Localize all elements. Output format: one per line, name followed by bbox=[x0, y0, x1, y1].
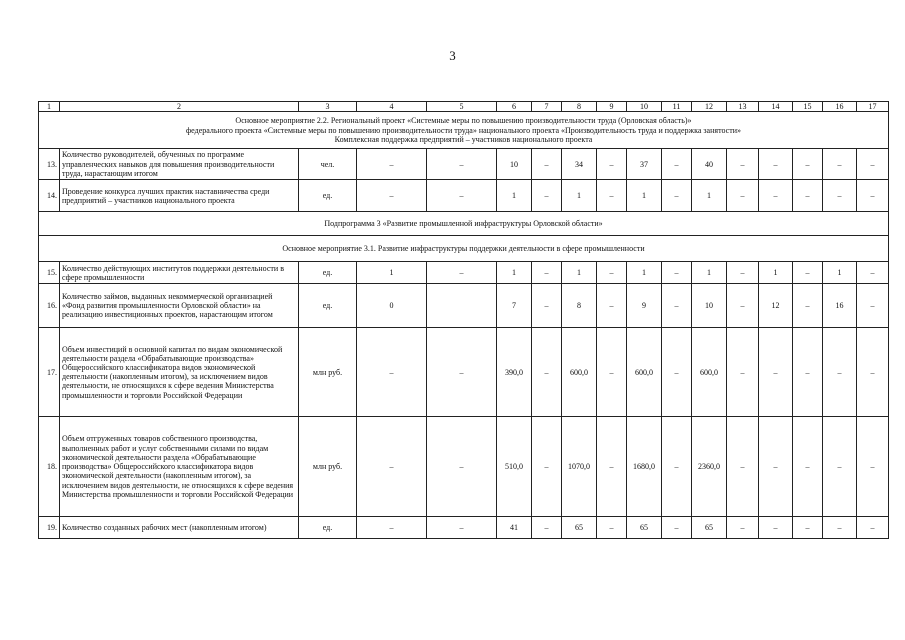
value-cell: 37 bbox=[627, 149, 662, 180]
col-header: 9 bbox=[597, 102, 627, 112]
value-cell: – bbox=[597, 328, 627, 417]
unit-cell: ед. bbox=[299, 180, 357, 212]
value-cell: – bbox=[357, 517, 427, 539]
value-cell: – bbox=[427, 149, 497, 180]
value-cell: – bbox=[662, 328, 692, 417]
value-cell: – bbox=[662, 262, 692, 284]
value-cell: – bbox=[759, 517, 793, 539]
value-cell: – bbox=[532, 180, 562, 212]
value-cell: 41 bbox=[497, 517, 532, 539]
value-cell: 7 bbox=[497, 284, 532, 328]
value-cell: – bbox=[427, 328, 497, 417]
indicator-name: Объем инвестиций в основной капитал по видам экономической деятельности раздела «Обрабатывающие производства» Общероссийского классификатора видов экономической деятельности (накопленным итогом), за исключением видов деятельности, не относящихся к сфере ведения Министерства промышленности и торговли Российской Федерации bbox=[60, 328, 299, 417]
value-cell: 65 bbox=[627, 517, 662, 539]
value-cell bbox=[427, 284, 497, 328]
value-cell: 1 bbox=[497, 262, 532, 284]
section-3-1-title: Основное мероприятие 3.1. Развитие инфраструктуры поддержки деятельности в сфере промышленности bbox=[39, 236, 889, 262]
value-cell: – bbox=[357, 328, 427, 417]
value-cell: – bbox=[532, 328, 562, 417]
value-cell: 65 bbox=[562, 517, 597, 539]
value-cell: 16 bbox=[823, 284, 857, 328]
value-cell: – bbox=[857, 262, 889, 284]
col-header: 1 bbox=[39, 102, 60, 112]
value-cell: – bbox=[427, 517, 497, 539]
table-row bbox=[39, 328, 889, 417]
value-cell: – bbox=[759, 149, 793, 180]
value-cell: – bbox=[727, 328, 759, 417]
row-number: 17. bbox=[39, 328, 60, 417]
value-cell: – bbox=[793, 284, 823, 328]
value-cell: – bbox=[727, 517, 759, 539]
value-cell: – bbox=[823, 149, 857, 180]
value-cell: – bbox=[857, 180, 889, 212]
indicator-name: Количество созданных рабочих мест (накопленным итогом) bbox=[60, 517, 299, 539]
value-cell: – bbox=[727, 417, 759, 517]
col-header: 3 bbox=[299, 102, 357, 112]
value-cell: – bbox=[857, 328, 889, 417]
unit-cell: млн руб. bbox=[299, 328, 357, 417]
value-cell: 1 bbox=[562, 180, 597, 212]
value-cell: – bbox=[793, 517, 823, 539]
value-cell: 1 bbox=[497, 180, 532, 212]
value-cell: – bbox=[597, 149, 627, 180]
table-row bbox=[39, 517, 889, 539]
indicator-name: Проведение конкурса лучших практик наставничества среди предприятий – участников национального проекта bbox=[60, 180, 299, 212]
row-number: 16. bbox=[39, 284, 60, 328]
value-cell: – bbox=[857, 284, 889, 328]
indicators-table bbox=[38, 101, 889, 539]
value-cell: – bbox=[727, 180, 759, 212]
value-cell: 1 bbox=[562, 262, 597, 284]
value-cell: – bbox=[427, 262, 497, 284]
value-cell: – bbox=[823, 180, 857, 212]
value-cell: 10 bbox=[692, 284, 727, 328]
value-cell: – bbox=[427, 180, 497, 212]
col-header: 6 bbox=[497, 102, 532, 112]
value-cell: – bbox=[662, 149, 692, 180]
value-cell: – bbox=[727, 149, 759, 180]
value-cell: 1 bbox=[627, 180, 662, 212]
value-cell: – bbox=[662, 417, 692, 517]
value-cell: – bbox=[823, 417, 857, 517]
value-cell: 510,0 bbox=[497, 417, 532, 517]
subprogram-3-title: Подпрограмма 3 «Развитие промышленной инфраструктуры Орловской области» bbox=[39, 212, 889, 236]
row-number: 19. bbox=[39, 517, 60, 539]
value-cell: 1 bbox=[627, 262, 662, 284]
value-cell: – bbox=[759, 180, 793, 212]
value-cell: – bbox=[857, 517, 889, 539]
value-cell: – bbox=[357, 417, 427, 517]
col-header: 8 bbox=[562, 102, 597, 112]
value-cell: – bbox=[793, 180, 823, 212]
unit-cell: ед. bbox=[299, 517, 357, 539]
table-row bbox=[39, 180, 889, 212]
col-header: 11 bbox=[662, 102, 692, 112]
value-cell: 9 bbox=[627, 284, 662, 328]
value-cell: 1680,0 bbox=[627, 417, 662, 517]
value-cell: 34 bbox=[562, 149, 597, 180]
value-cell: 1 bbox=[823, 262, 857, 284]
table-row bbox=[39, 149, 889, 180]
value-cell: – bbox=[532, 149, 562, 180]
value-cell: 8 bbox=[562, 284, 597, 328]
value-cell: – bbox=[597, 517, 627, 539]
col-header: 15 bbox=[793, 102, 823, 112]
unit-cell: чел. bbox=[299, 149, 357, 180]
unit-cell: ед. bbox=[299, 262, 357, 284]
col-header: 13 bbox=[727, 102, 759, 112]
col-header: 12 bbox=[692, 102, 727, 112]
col-header: 17 bbox=[857, 102, 889, 112]
value-cell: – bbox=[823, 517, 857, 539]
value-cell: – bbox=[857, 149, 889, 180]
value-cell: 390,0 bbox=[497, 328, 532, 417]
value-cell: – bbox=[597, 284, 627, 328]
value-cell: – bbox=[727, 284, 759, 328]
col-header: 5 bbox=[427, 102, 497, 112]
value-cell: – bbox=[793, 149, 823, 180]
table-row bbox=[39, 417, 889, 517]
col-header: 4 bbox=[357, 102, 427, 112]
value-cell: 600,0 bbox=[562, 328, 597, 417]
indicator-name: Объем отгруженных товаров собственного производства, выполненных работ и услуг собственными силами по видам экономической деятельности раздела «Обрабатывающие производства» Общероссийского классификатора видов экономической деятельности (накопленным итогом), за исключением видов деятельности, не относящихся к сфере ведения Министерства промышленности и торговли Российской Федерации bbox=[60, 417, 299, 517]
value-cell: – bbox=[823, 328, 857, 417]
value-cell: – bbox=[727, 262, 759, 284]
value-cell: – bbox=[857, 417, 889, 517]
value-cell: 10 bbox=[497, 149, 532, 180]
page-number: 3 bbox=[449, 48, 456, 63]
indicator-name: Количество займов, выданных некоммерческой организацией «Фонд развития промышленности Орловской области» на реализацию инвестиционных проектов, нарастающим итогом bbox=[60, 284, 299, 328]
section-row bbox=[39, 236, 889, 262]
value-cell: – bbox=[662, 180, 692, 212]
unit-cell: млн руб. bbox=[299, 417, 357, 517]
unit-cell: ед. bbox=[299, 284, 357, 328]
col-header: 10 bbox=[627, 102, 662, 112]
indicator-name: Количество действующих институтов поддержки деятельности в сфере промышленности bbox=[60, 262, 299, 284]
row-number: 18. bbox=[39, 417, 60, 517]
value-cell: 2360,0 bbox=[692, 417, 727, 517]
value-cell: – bbox=[793, 328, 823, 417]
table-row bbox=[39, 262, 889, 284]
value-cell: – bbox=[793, 262, 823, 284]
row-number: 13. bbox=[39, 149, 60, 180]
value-cell: 40 bbox=[692, 149, 727, 180]
value-cell: 0 bbox=[357, 284, 427, 328]
value-cell: – bbox=[532, 517, 562, 539]
value-cell: – bbox=[759, 328, 793, 417]
value-cell: 1 bbox=[759, 262, 793, 284]
value-cell: 600,0 bbox=[692, 328, 727, 417]
row-number: 15. bbox=[39, 262, 60, 284]
value-cell: 600,0 bbox=[627, 328, 662, 417]
value-cell: 1 bbox=[692, 180, 727, 212]
indicator-name: Количество руководителей, обученных по программе управленческих навыков для повышения производительности труда, нарастающим итогом bbox=[60, 149, 299, 180]
value-cell: 1 bbox=[357, 262, 427, 284]
col-header: 14 bbox=[759, 102, 793, 112]
value-cell: – bbox=[427, 417, 497, 517]
value-cell: – bbox=[597, 180, 627, 212]
value-cell: 12 bbox=[759, 284, 793, 328]
value-cell: – bbox=[662, 284, 692, 328]
value-cell: – bbox=[597, 262, 627, 284]
col-header: 2 bbox=[60, 102, 299, 112]
value-cell: – bbox=[532, 417, 562, 517]
value-cell: – bbox=[597, 417, 627, 517]
table-row bbox=[39, 284, 889, 328]
value-cell: – bbox=[532, 262, 562, 284]
section-row bbox=[39, 112, 889, 149]
value-cell: 1070,0 bbox=[562, 417, 597, 517]
value-cell: – bbox=[532, 284, 562, 328]
section-row bbox=[39, 212, 889, 236]
value-cell: – bbox=[357, 180, 427, 212]
value-cell: – bbox=[662, 517, 692, 539]
value-cell: 65 bbox=[692, 517, 727, 539]
col-header: 16 bbox=[823, 102, 857, 112]
row-number: 14. bbox=[39, 180, 60, 212]
header-row bbox=[39, 102, 889, 112]
value-cell: – bbox=[357, 149, 427, 180]
value-cell: – bbox=[793, 417, 823, 517]
value-cell: 1 bbox=[692, 262, 727, 284]
section-2-2-title: Основное мероприятие 2.2. Региональный проект «Системные меры по повышению производительности труда (Орловская область)» федерального проекта «Системные меры по повышению производительности труда» национального проекта «Производительность труда и поддержка занятости» Комплексная поддержка предприятий – участников национального проекта bbox=[39, 112, 889, 149]
col-header: 7 bbox=[532, 102, 562, 112]
value-cell: – bbox=[759, 417, 793, 517]
